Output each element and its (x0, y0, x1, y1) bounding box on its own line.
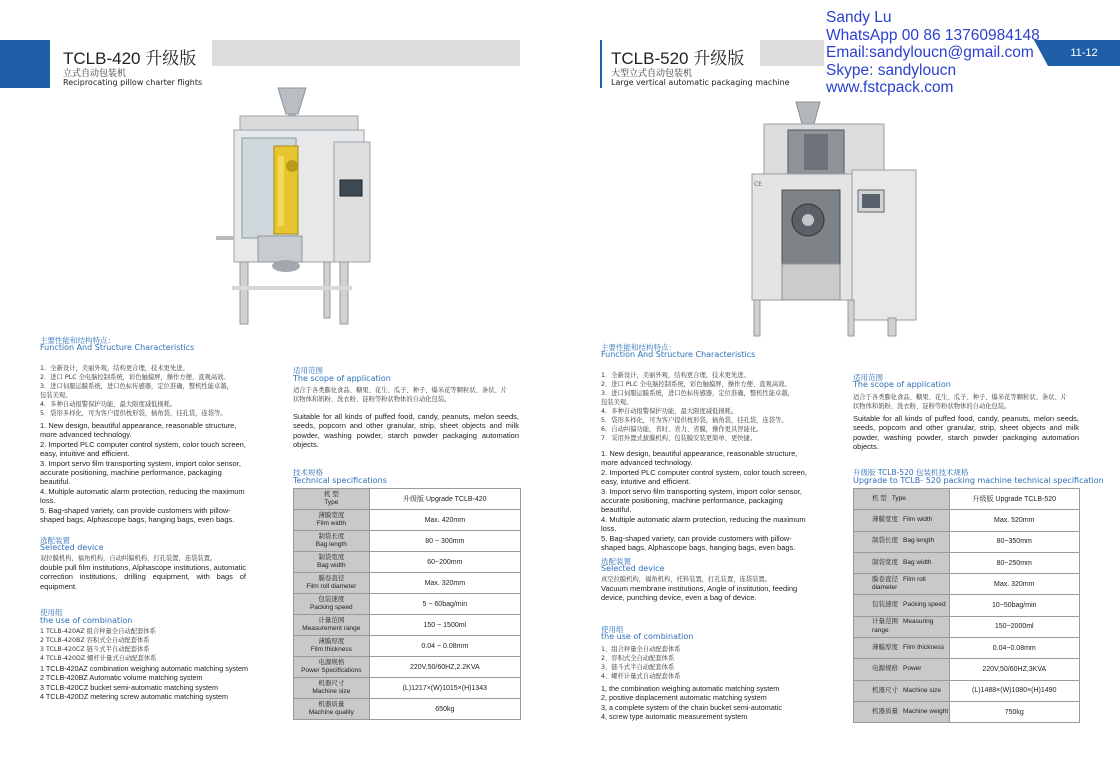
left-function-cn-list (40, 364, 250, 418)
left-function-title-en: Function And Structure Characteristics (40, 343, 195, 352)
list-item: 3, a complete system of the chain bucket semi-automatic (601, 702, 782, 712)
table-row (854, 701, 1080, 722)
spec-value-cell: 升级版 Upgrade TCLB-420 (369, 489, 520, 510)
right-combo-en-list (601, 684, 782, 722)
spec-key-cn: 包装速度 (318, 595, 345, 603)
right-selected-title-cn: 选配装置 (601, 557, 631, 566)
table-row (294, 636, 521, 657)
spec-value-cell: 0.04 ~ 0.08mm (369, 636, 520, 657)
list-item: 5. Bag-shaped variety, can provide customers with pillow-shaped bags, Alphascope bags, hanging bags, even bags. (601, 533, 796, 553)
spec-key-cn: 计量范围 (318, 616, 345, 624)
spec-key-cn: 制袋宽度 (872, 558, 898, 566)
spec-key-cell (294, 510, 370, 531)
list-item: 2. Imported PLC computer control system, color touch screen, easy, intuitive and efficient. (601, 467, 807, 487)
list-item: 4．多种自动报警保护功能，最大限度减低损耗。 (601, 408, 738, 415)
list-item: 4 TCLB-420DZ metering screw automatic matching system (40, 692, 229, 702)
spec-key-en: Power (903, 665, 922, 673)
right-combo-title-cn: 使用组 (601, 625, 624, 634)
left-combo-title-en: the use of combination (40, 616, 133, 625)
table-row (294, 615, 521, 636)
list-item: 2 TCLB-420BZ 容积式全自动配套体系 (40, 637, 150, 644)
spec-key-cell (294, 552, 370, 573)
list-item: 1 TCLB-420AZ combination weighing automatic matching system (40, 664, 249, 673)
spec-key-cn: 膜卷直径 (318, 574, 345, 582)
spec-key-cn: 电源规格 (318, 658, 345, 666)
spec-key-en: Type (324, 499, 339, 506)
table-row (854, 616, 1080, 637)
table-row (294, 552, 521, 573)
left-spec-table (293, 488, 521, 720)
right-tech-title-en: Upgrade to TCLB- 520 packing machine technical specification (853, 476, 1104, 485)
spec-key-cell (854, 680, 950, 701)
left-selected-title-en: Selected device (40, 543, 104, 552)
text-line: 状物体和奶粉、洗衣粉、淀粉等粉状物体的自动化包装。 (293, 396, 451, 403)
left-tech-title-en: Technical specifications (293, 476, 387, 485)
table-row (294, 510, 521, 531)
spec-key-cn: 机 型 (872, 494, 887, 502)
spec-key-cn: 机器质量 (872, 707, 898, 715)
spec-value-cell: 60~200mm (369, 552, 520, 573)
spec-value-cell: 0.04~0.08mm (949, 638, 1079, 659)
page-tab-notch (1034, 40, 1048, 66)
right-selected-title-en: Selected device (601, 564, 665, 573)
page-number: 11-12 (1048, 40, 1120, 66)
list-item: 3 TCLB-420CZ bucket semi-automatic matching system (40, 682, 219, 692)
list-item: 3 TCLB-420CZ 链斗式半自动配套体系 (40, 646, 150, 653)
list-item: 2、容积式全自动配套体系 (601, 655, 675, 662)
spec-value-cell: 650kg (369, 699, 520, 720)
table-row (294, 657, 521, 678)
spec-key-cn: 薄膜宽度 (318, 511, 345, 519)
right-title-bar (760, 40, 824, 66)
list-item: 6．自动纠偏功能，省时、省力、省膜，操作更具智能化。 (601, 426, 763, 433)
left-tech-title-cn: 技术规格 (293, 468, 323, 477)
list-item: 1. New design, beautiful appearance, reasonable structure, more advanced technology. (601, 449, 798, 468)
list-item: 4 TCLB-420DZ 螺杆计量式自动配套体系 (40, 655, 157, 662)
table-row (854, 574, 1080, 595)
spec-key-cell (294, 657, 370, 678)
spec-key-en: Film roll diameter (306, 583, 357, 590)
right-machine-image (748, 100, 920, 338)
left-corner-mark (0, 40, 48, 88)
text-line: 状物体和奶粉、洗衣粉、淀粉等粉状物体的自动化包装。 (853, 403, 1011, 410)
spec-key-en: Measuring range (872, 618, 934, 634)
right-combo-title-en: the use of combination (601, 632, 694, 641)
list-item: 1. New design, beautiful appearance, reasonable structure, more advanced technology. (40, 421, 237, 440)
spec-key-cell (854, 595, 950, 616)
spec-key-cn: 机器质量 (318, 700, 345, 708)
spec-key-cn: 电源规格 (872, 665, 898, 673)
list-item: 2 TCLB-420BZ Automatic volume matching system (40, 673, 203, 683)
list-item: 4. Multiple automatic alarm protection, reducing the maximum loss. (40, 486, 245, 506)
spec-key-en: Film roll diameter (872, 575, 926, 592)
contact-name: Sandy Lu (826, 9, 892, 26)
left-selected-title-cn: 选配装置 (40, 536, 70, 545)
left-corner-line (48, 40, 50, 88)
spec-key-cn: 薄膜厚度 (872, 643, 898, 651)
table-row (854, 552, 1080, 573)
spec-key-cell (854, 574, 950, 595)
list-item: 1．全新设计，美丽外观，结构更合理，技术更先进。 (40, 365, 189, 372)
spec-key-en: Film width (316, 520, 346, 527)
contact-block (826, 9, 1040, 97)
list-item: 5．袋形多样化，可为客户提供枕形袋，插角袋，挂孔袋，连袋等。 (601, 417, 788, 424)
spec-key-cell (294, 699, 370, 720)
list-item: 3．进口伺服运膜系统，进口色标传感器，定位准确，整机性能卓越， (40, 383, 233, 390)
left-scope-title-cn: 适用范围 (293, 366, 323, 375)
left-selected-cn: 双拉膜机构，福角机构，自动纠偏机构，打孔装置，连袋装置。 (40, 555, 217, 562)
right-subtitle-en: Large vertical automatic packaging machine (611, 78, 790, 87)
left-function-en-list (40, 421, 248, 524)
spec-key-en: Machine size (312, 688, 351, 695)
list-item: 2．进口 PLC 全电脑控制系统，彩色触摸屏，操作方便、直观高效。 (40, 374, 230, 381)
spec-value-cell: Max. 420mm (369, 510, 520, 531)
left-scope-title-en: The scope of application (293, 374, 391, 383)
left-combo-cn-list (40, 627, 156, 663)
right-function-title-en: Function And Structure Characteristics (601, 350, 756, 359)
spec-value-cell: (L)1488×(W)1080×(H)1490 (949, 680, 1079, 701)
spec-key-en: Power Specifications (301, 667, 362, 674)
left-title-bar (212, 40, 520, 66)
text-line: 适合于各类膨化食品、糖果、花生、瓜子、种子、爆米花等颗粒状、条状、片 (853, 394, 1068, 401)
table-row (854, 659, 1080, 680)
spec-key-cell (294, 636, 370, 657)
list-item: 3. Import servo film transporting system, import color sensor, accurate positioning, machine performance, packaging beautiful. (40, 458, 241, 487)
right-function-title-cn: 主要性能和结构特点： (601, 343, 676, 352)
spec-value-cell: Max. 320mm (369, 573, 520, 594)
table-row (294, 678, 521, 699)
left-machine-image (212, 86, 392, 330)
right-combo-cn-list (601, 645, 681, 681)
spec-key-cell (294, 489, 370, 510)
table-row (854, 595, 1080, 616)
list-item: 5．袋形多样化，可为客户提供枕形袋，插角袋，挂孔袋，连袋等。 (40, 410, 227, 417)
spec-key-cn: 制袋宽度 (318, 553, 345, 561)
left-subtitle-en: Reciprocating pillow charter flights (63, 78, 203, 87)
right-spec-table (853, 488, 1080, 723)
list-item: 包装美观。 (40, 392, 72, 399)
table-row (294, 573, 521, 594)
list-item: 4．多种自动报警保护功能，最大限度减低损耗。 (40, 401, 177, 408)
right-subtitle-cn: 大型立式自动包装机 (611, 69, 693, 79)
spec-key-en: Bag width (317, 562, 346, 569)
spec-key-cell (294, 615, 370, 636)
table-row (294, 594, 521, 615)
text-line: 适合于各类膨化食品、糖果、花生、瓜子、种子、爆米花等颗粒状、条状、片 (293, 387, 508, 394)
table-row (854, 489, 1080, 510)
spec-value-cell: 220V,50/60HZ,3KVA (949, 659, 1079, 680)
spec-value-cell: Max. 320mm (949, 574, 1079, 595)
list-item: 2．进口 PLC 全电脑控制系统，彩色触摸屏，操作方便、直观高效。 (601, 381, 791, 388)
spec-key-en: Film width (903, 516, 933, 524)
spec-key-en: Packing speed (903, 601, 946, 609)
right-scope-title-cn: 适用范围 (853, 373, 883, 382)
spec-key-cell (294, 594, 370, 615)
left-scope-en: Suitable for all kinds of puffed food, candy, peanuts, melon seeds, seeds, popcorn and other granular, strip, sheet objects and milk powder, washing powder, starch powder packaging automation objects. (293, 412, 519, 450)
list-item: 1, the combination weighing automatic matching system (601, 684, 780, 693)
spec-key-cell (854, 489, 950, 510)
spec-value-cell: 750kg (949, 701, 1079, 722)
spec-value-cell: 5 ~ 60bag/min (369, 594, 520, 615)
spec-key-en: Measurement range (302, 625, 361, 632)
spec-key-cn: 机 型 (323, 490, 339, 498)
list-item: 5. Bag-shaped variety, can provide customers with pillow-shaped bags, Alphascope bags, hanging bags, even bags. (40, 505, 235, 525)
spec-key-cn: 制袋长度 (872, 537, 898, 545)
spec-value-cell: 150~2000ml (949, 616, 1079, 637)
spec-key-cell (854, 531, 950, 552)
left-selected-en: double pull film institutions, Alphascope institutions, automatic correction institutions, drilling equipment, with bags of equipment. (40, 563, 246, 591)
spec-key-cell (854, 659, 950, 680)
list-item: 3、链斗式半自动配套体系 (601, 664, 675, 671)
spec-key-en: Machine size (903, 686, 941, 694)
list-item: 4, screw type automatic measurement system (601, 712, 748, 722)
list-item: 1、组合秤量全自动配套体系 (601, 646, 681, 653)
left-subtitle-cn: 立式自动包装机 (63, 69, 127, 79)
list-item: 1 TCLB-420AZ 组合秤量全自动配套体系 (40, 628, 156, 635)
spec-key-en: Machine quality (308, 709, 354, 716)
table-row (854, 510, 1080, 531)
right-function-en-list (601, 449, 809, 552)
table-row (854, 531, 1080, 552)
spec-key-cell (294, 678, 370, 699)
right-selected-cn: 真空拉膜机构，福角机构，托料装置，打孔装置，连袋装置。 (601, 576, 772, 583)
spec-key-cell (854, 510, 950, 531)
spec-value-cell: 220V,50/60HZ,2.2KVA (369, 657, 520, 678)
list-item: 4、螺杆计量式自动配套体系 (601, 673, 681, 680)
spec-key-cn: 机器尺寸 (318, 679, 345, 687)
right-selected-en: Vacuum membrane institutions, Angle of institution, feeding device, punching device, even a bag of device. (601, 584, 798, 603)
svg-text:CE: CE (754, 181, 762, 188)
spec-key-cn: 机器尺寸 (872, 686, 898, 694)
spec-value-cell: 80~250mm (949, 552, 1079, 573)
table-row (854, 680, 1080, 701)
spec-key-cell (854, 701, 950, 722)
table-row (294, 699, 521, 720)
list-item: 1．全新设计，美丽外观，结构更合理，技术更先进。 (601, 372, 750, 379)
spec-key-cell (854, 638, 950, 659)
spec-key-en: Machine weight (903, 707, 949, 715)
right-title-line (600, 40, 602, 88)
spec-value-cell: 150 ~ 1500ml (369, 615, 520, 636)
left-function-title-cn: 主要性能和结构特点： (40, 336, 115, 345)
contact-email[interactable]: Email:sandyloucn@gmail.com (826, 44, 1034, 61)
list-item: 包装美观。 (601, 399, 633, 406)
spec-value-cell: 10~50bag/min (949, 595, 1079, 616)
right-function-cn-list (601, 371, 811, 443)
right-scope-title-en: The scope of application (853, 380, 951, 389)
right-scope-cn (853, 393, 1067, 411)
spec-key-cn: 薄膜厚度 (318, 637, 345, 645)
right-tech-title-cn: 升级版 TCLB-520 包装机技术规格 (853, 468, 969, 477)
list-item: 7．采用外置式拔膜机构，包装膜安装更简单、更快捷。 (601, 435, 757, 442)
contact-skype: Skype: sandyloucn (826, 61, 957, 79)
spec-key-en: Bag length (903, 537, 935, 545)
spec-key-en: Type (891, 494, 906, 502)
right-model-title: TCLB-520 升级版 (611, 49, 745, 68)
list-item: 3．进口伺服运膜系统，进口色标传感器，定位准确，整机性能卓越， (601, 390, 794, 397)
spec-key-cn: 薄膜宽度 (872, 516, 898, 524)
list-item: 2. Imported PLC computer control system, color touch screen, easy, intuitive and efficient. (40, 439, 246, 459)
left-scope-cn (293, 386, 507, 404)
spec-value-cell: 80 ~ 300mm (369, 531, 520, 552)
spec-key-cn: 包装速度 (872, 601, 898, 609)
spec-key-en: Bag width (903, 558, 932, 566)
spec-key-en: Film thickness (903, 643, 945, 651)
spec-key-cell (294, 573, 370, 594)
spec-key-cell (294, 531, 370, 552)
spec-key-en: Film thickness (310, 646, 352, 653)
spec-value-cell: 80~350mm (949, 531, 1079, 552)
contact-whatsapp: WhatsApp 00 86 13760984148 (826, 26, 1040, 44)
left-model-title: TCLB-420 升级版 (63, 49, 197, 68)
spec-value-cell: (L)1217×(W)1015×(H)1343 (369, 678, 520, 699)
spec-value-cell: Max. 520mm (949, 510, 1079, 531)
spec-key-cell (854, 552, 950, 573)
left-combo-title-cn: 使用组 (40, 608, 63, 617)
left-combo-en-list (40, 664, 248, 702)
list-item: 2, positive displacement automatic matching system (601, 693, 767, 703)
spec-key-en: Bag length (315, 541, 347, 548)
table-row (294, 489, 521, 510)
spec-key-en: Packing speed (310, 604, 353, 611)
spec-key-cn: 制袋长度 (318, 532, 345, 540)
list-item: 3. Import servo film transporting system, import color sensor, accurate positioning, machine performance, packaging beautiful. (601, 486, 802, 515)
spec-key-cell (854, 616, 950, 637)
spec-value-cell: 升级版 Upgrade TCLB-520 (949, 489, 1079, 510)
spec-key-cn: 膜卷直径 (872, 575, 898, 583)
table-row (294, 531, 521, 552)
contact-website[interactable]: www.fstcpack.com (826, 79, 954, 96)
spec-key-cn: 计量范围 (872, 618, 898, 626)
list-item: 4. Multiple automatic alarm protection, reducing the maximum loss. (601, 514, 806, 534)
table-row (854, 638, 1080, 659)
right-scope-en: Suitable for all kinds of puffed food, candy, peanuts, melon seeds, seeds, popcorn and other granular, strip, sheet objects and milk powder, washing powder, starch powder packaging automation objects. (853, 414, 1079, 452)
